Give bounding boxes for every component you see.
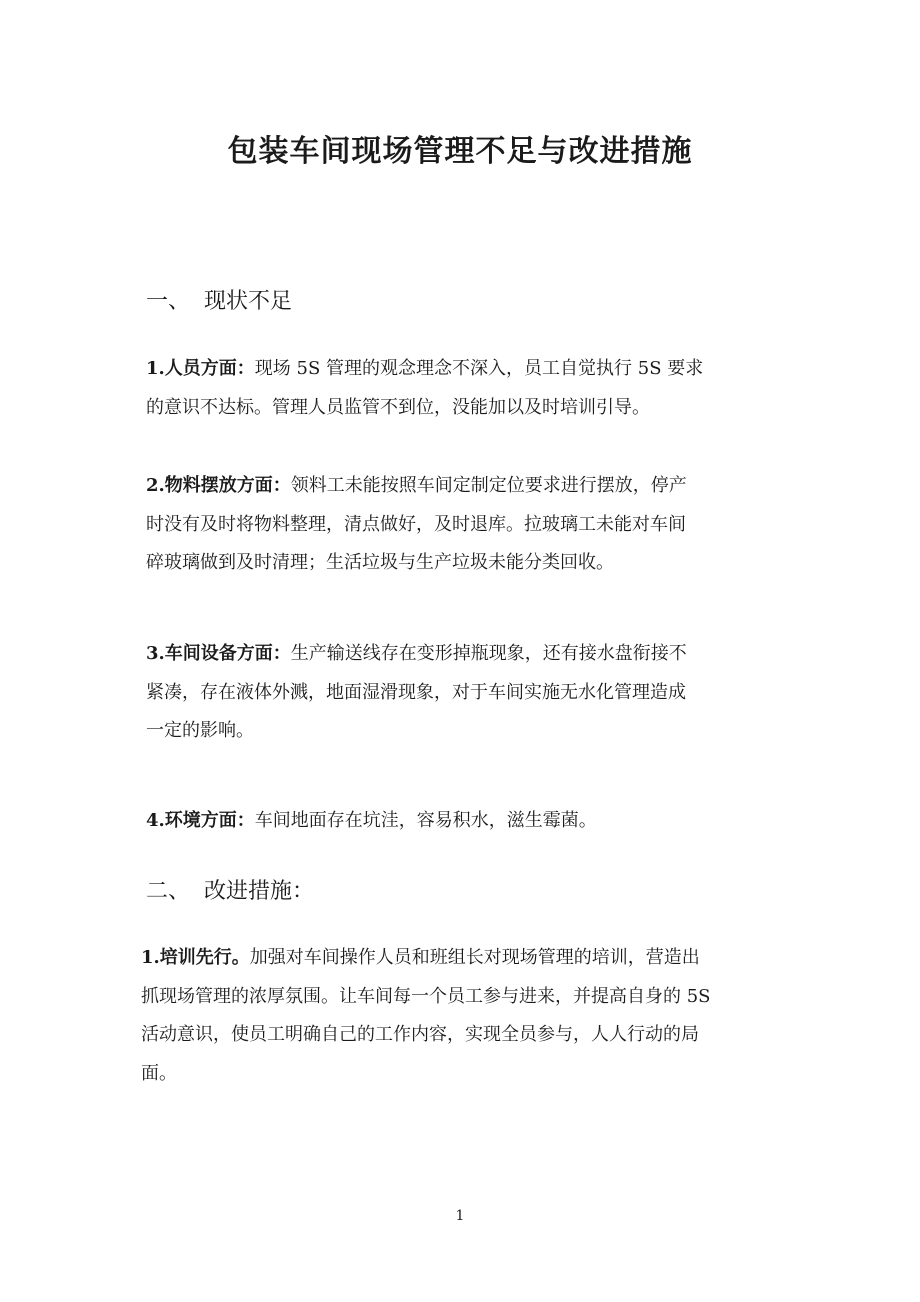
paragraph-lead: 4.环境方面： (146, 810, 255, 831)
paragraph-lead: 1.人员方面： (146, 358, 255, 379)
document-title: 包装车间现场管理不足与改进措施 (227, 134, 693, 169)
paragraph-line: 面。 (141, 1062, 177, 1084)
paragraph-line (146, 635, 687, 674)
paragraph-environment (146, 802, 597, 841)
paragraph-text: 车间地面存在坑洼，容易积水，滋生霉菌。 (254, 810, 597, 831)
paragraph-line (146, 802, 597, 841)
paragraph-lead: 3.车间设备方面： (146, 643, 291, 664)
paragraph-line: 一定的影响。 (146, 720, 254, 741)
paragraph-lead: 1.培训先行。 (141, 947, 250, 968)
paragraph-text: 现场 5S 管理的观念理念不深入，员工自觉执行 5S 要求 (254, 358, 704, 379)
paragraph-line: 的意识不达标。管理人员监管不到位，没能加以及时培训引导。 (146, 396, 650, 418)
paragraph-lead: 2.物料摆放方面： (146, 475, 291, 496)
paragraph-material-placement (146, 467, 687, 583)
paragraph-text: 生产输送线存在变形掉瓶现象，还有接水盘衔接不 (290, 643, 687, 664)
paragraph-workshop-equipment (146, 635, 687, 751)
paragraph-text: 加强对车间操作人员和班组长对现场管理的培训，营造出 (249, 947, 700, 968)
paragraph-text: 领料工未能按照车间定制定位要求进行摆放，停产 (290, 475, 687, 496)
paragraph-line: 活动意识，使员工明确自己的工作内容，实现全员参与，人人行动的局 (141, 1024, 699, 1045)
paragraph-line: 碎玻璃做到及时清理；生活垃圾与生产垃圾未能分类回收。 (146, 552, 614, 573)
paragraph-line: 紧凑，存在液体外溅，地面湿滑现象，对于车间实施无水化管理造成 (146, 681, 686, 703)
paragraph-line: 时没有及时将物料整理，清点做好，及时退库。拉玻璃工未能对车间 (146, 513, 686, 535)
section-heading-text: 改进措施： (204, 879, 315, 904)
paragraph-line: 抓现场管理的浓厚氛围。让车间每一个员工参与进来，并提高自身的 5S (141, 985, 711, 1007)
section-heading-improvement-measures (146, 876, 314, 908)
page-number: 1 (455, 1208, 465, 1224)
section-number: 二、 (146, 879, 191, 904)
section-heading-text: 现状不足 (204, 289, 293, 314)
paragraph-line (146, 350, 703, 389)
paragraph-line (146, 467, 687, 506)
section-number: 一、 (146, 289, 191, 314)
paragraph-line (141, 939, 711, 978)
paragraph-personnel (146, 350, 703, 427)
section-heading-current-deficiencies (146, 286, 292, 318)
paragraph-training-first (141, 939, 711, 1093)
